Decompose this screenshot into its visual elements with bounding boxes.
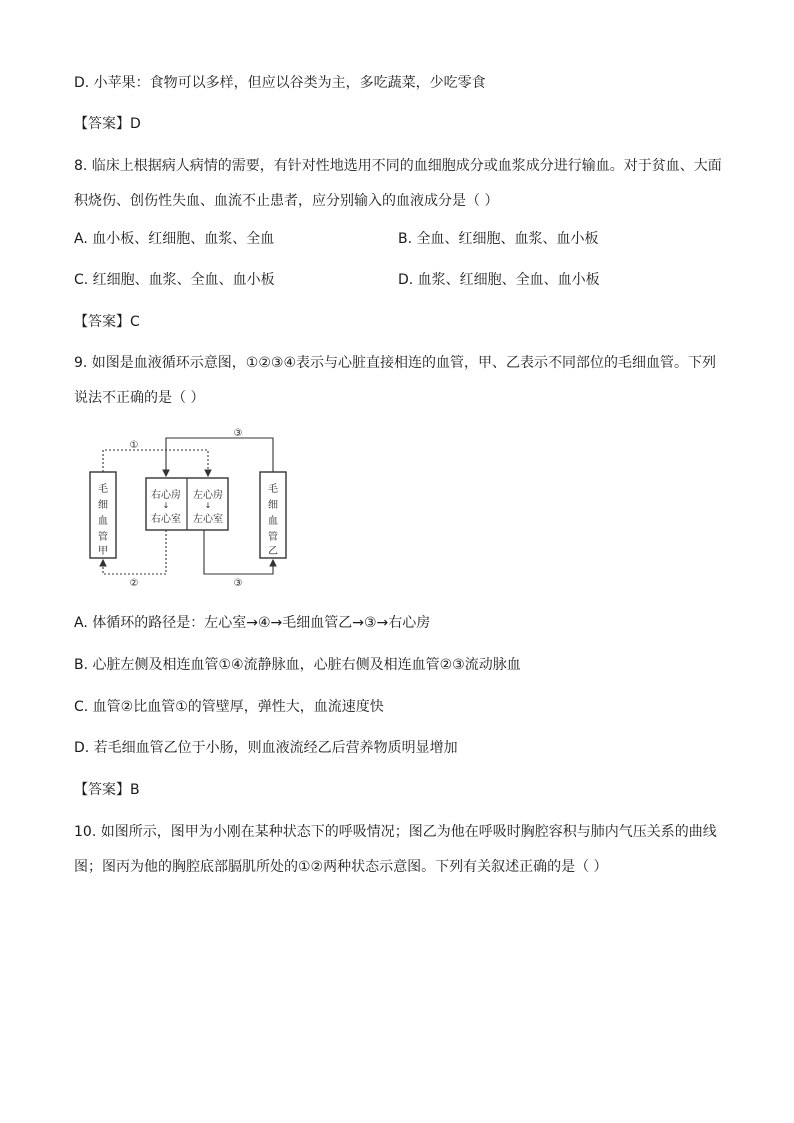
capillary-jia-char: 甲	[98, 546, 108, 557]
answer-label: 【答案】	[74, 782, 130, 798]
capillary-yi-char: 毛	[268, 484, 278, 495]
vessel-2-label: ②	[129, 578, 139, 589]
answer-label: 【答案】	[74, 116, 130, 132]
q9-option-b: B. 心脏左侧及相连血管①④流静脉血，心脏右侧及相连血管②③流动脉血	[74, 657, 521, 673]
vessel-1-label: ①	[129, 440, 139, 451]
q8-option-row-1	[74, 229, 274, 249]
q8-stem-line-2: 积烧伤、创伤性失血、血流不止患者，应分别输入的血液成分是（ ）	[74, 193, 499, 209]
capillary-jia-char: 毛	[98, 484, 108, 495]
q9-answer	[74, 780, 140, 800]
vessel-1-path	[103, 450, 208, 476]
q8-option-c: C. 红细胞、血浆、全血、血小板	[74, 272, 275, 288]
capillary-yi-char: 血	[268, 516, 278, 527]
capillary-jia-char: 细	[98, 500, 108, 511]
svg-text:↓: ↓	[162, 501, 170, 510]
answer-value: C	[130, 314, 140, 330]
right-atrium-label: 右心房	[151, 490, 181, 501]
answer-value: B	[130, 782, 140, 798]
right-ventricle-label: 右心室	[151, 514, 181, 525]
vessel-3-top-label: ③	[233, 428, 243, 439]
q9-option-a: A. 体循环的路径是：左心室→④→毛细血管乙→③→右心房	[74, 615, 431, 631]
q9-stem-line-1: 9. 如图是血液循环示意图，①②③④表示与心脏直接相连的血管，甲、乙表示不同部位的毛细血管。下列	[74, 355, 717, 371]
vessel-2-path	[103, 530, 166, 574]
vessel-3-bottom-path	[204, 530, 273, 574]
left-atrium-label: 左心房	[193, 490, 223, 501]
q8-option-a: A. 血小板、红细胞、血浆、全血	[74, 231, 275, 247]
svg-text:↓: ↓	[204, 501, 212, 510]
q10-stem-line-2: 图；图丙为他的胸腔底部膈肌所处的①②两种状态示意图。下列有关叙述正确的是（ ）	[74, 859, 608, 875]
blood-circulation-diagram	[88, 424, 298, 592]
answer-value: D	[130, 116, 141, 132]
q9-stem-line-2: 说法不正确的是（ ）	[74, 390, 205, 406]
capillary-yi-char: 细	[268, 500, 278, 511]
capillary-jia-char: 血	[98, 516, 108, 527]
q9-option-d: D. 若毛细血管乙位于小肠，则血液流经乙后营养物质明显增加	[74, 740, 458, 756]
vessel-3-top-path	[166, 438, 273, 476]
capillary-yi-char: 管	[268, 532, 278, 543]
q8-option-b: B. 全血、红细胞、血浆、血小板	[398, 231, 599, 247]
q10-stem-line-1: 10. 如图所示，图甲为小刚在某种状态下的呼吸情况；图乙为他在呼吸时胸腔容积与肺内气压关系的曲线	[74, 824, 717, 840]
capillary-yi-char: 乙	[268, 546, 278, 557]
q8-option-d: D. 血浆、红细胞、全血、血小板	[398, 272, 600, 288]
capillary-jia-char: 管	[98, 532, 108, 543]
q8-answer	[74, 312, 140, 332]
q7-answer	[74, 114, 141, 134]
q9-option-c: C. 血管②比血管①的管壁厚，弹性大，血流速度快	[74, 699, 384, 715]
answer-label: 【答案】	[74, 314, 130, 330]
q7-option-d: D. 小苹果：食物可以多样，但应以谷类为主，多吃蔬菜，少吃零食	[74, 75, 486, 91]
left-ventricle-label: 左心室	[193, 514, 223, 525]
q8-stem-line-1: 8. 临床上根据病人病情的需要，有针对性地选用不同的血细胞成分或血浆成分进行输血。对于贫血、大面	[74, 158, 722, 174]
vessel-3-bottom-label: ③	[233, 578, 243, 589]
